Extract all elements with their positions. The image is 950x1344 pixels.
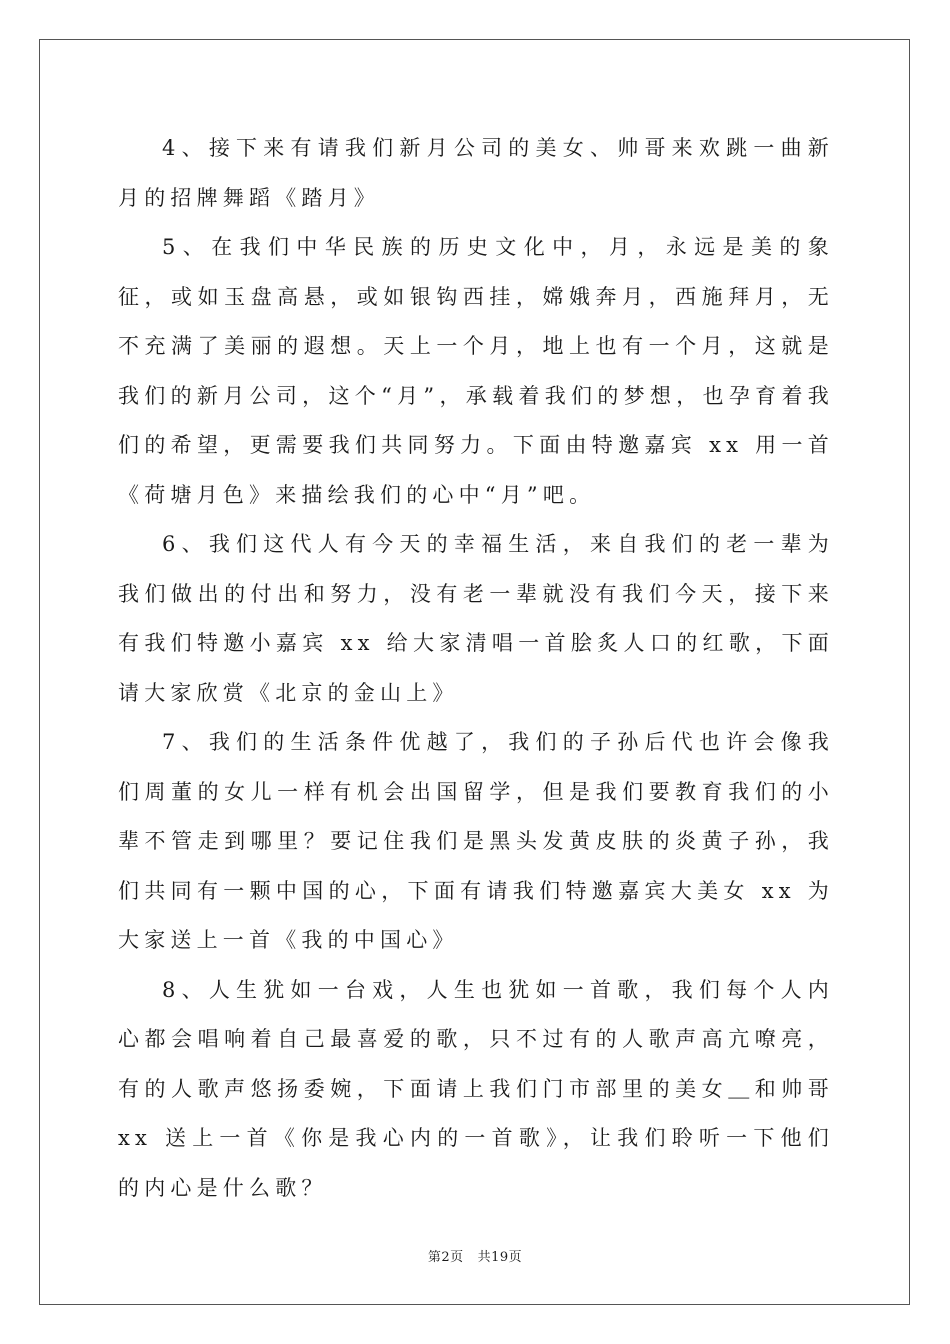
page-footer (0, 1246, 950, 1265)
paragraph-4: 4、接下来有请我们新月公司的美女、帅哥来欢跳一曲新月的招牌舞蹈《踏月》 (118, 136, 834, 210)
document-body (118, 124, 834, 1213)
page-total: 共19页 (477, 1250, 523, 1265)
page-number: 第2页 (427, 1250, 464, 1265)
paragraph-6: 6、我们这代人有今天的幸福生活，来自我们的老一辈为我们做出的付出和努力，没有老一辈就没有我们今天，接下来有我们特邀小嘉宾 xx 给大家清唱一首脍炙人口的红歌，下面请大家欣赏《北京的金山上》 (118, 532, 834, 705)
paragraph-5: 5、在我们中华民族的历史文化中，月，永远是美的象征，或如玉盘高悬，或如银钩西挂，嫦娥奔月，西施拜月，无不充满了美丽的遐想。天上一个月，地上也有一个月，这就是我们的新月公司，这个“月”，承载着我们的梦想，也孕育着我们的希望，更需要我们共同努力。下面由特邀嘉宾 xx 用一首《荷塘月色》来描绘我们的心中“月”吧。 (118, 235, 834, 507)
paragraph-7: 7、我们的生活条件优越了，我们的子孙后代也许会像我们周董的女儿一样有机会出国留学，但是我们要教育我们的小辈不管走到哪里？要记住我们是黑头发黄皮肤的炎黄子孙，我们共同有一颗中国的心，下面有请我们特邀嘉宾大美女 xx 为大家送上一首《我的中国心》 (118, 730, 834, 952)
paragraph-8: 8、人生犹如一台戏，人生也犹如一首歌，我们每个人内心都会唱响着自己最喜爱的歌，只不过有的人歌声高亢嘹亮，有的人歌声悠扬委婉，下面请上我们门市部里的美女＿和帅哥 xx 送上一首《你是我心内的一首歌》，让我们聆听一下他们的内心是什么歌？ (118, 977, 834, 1200)
